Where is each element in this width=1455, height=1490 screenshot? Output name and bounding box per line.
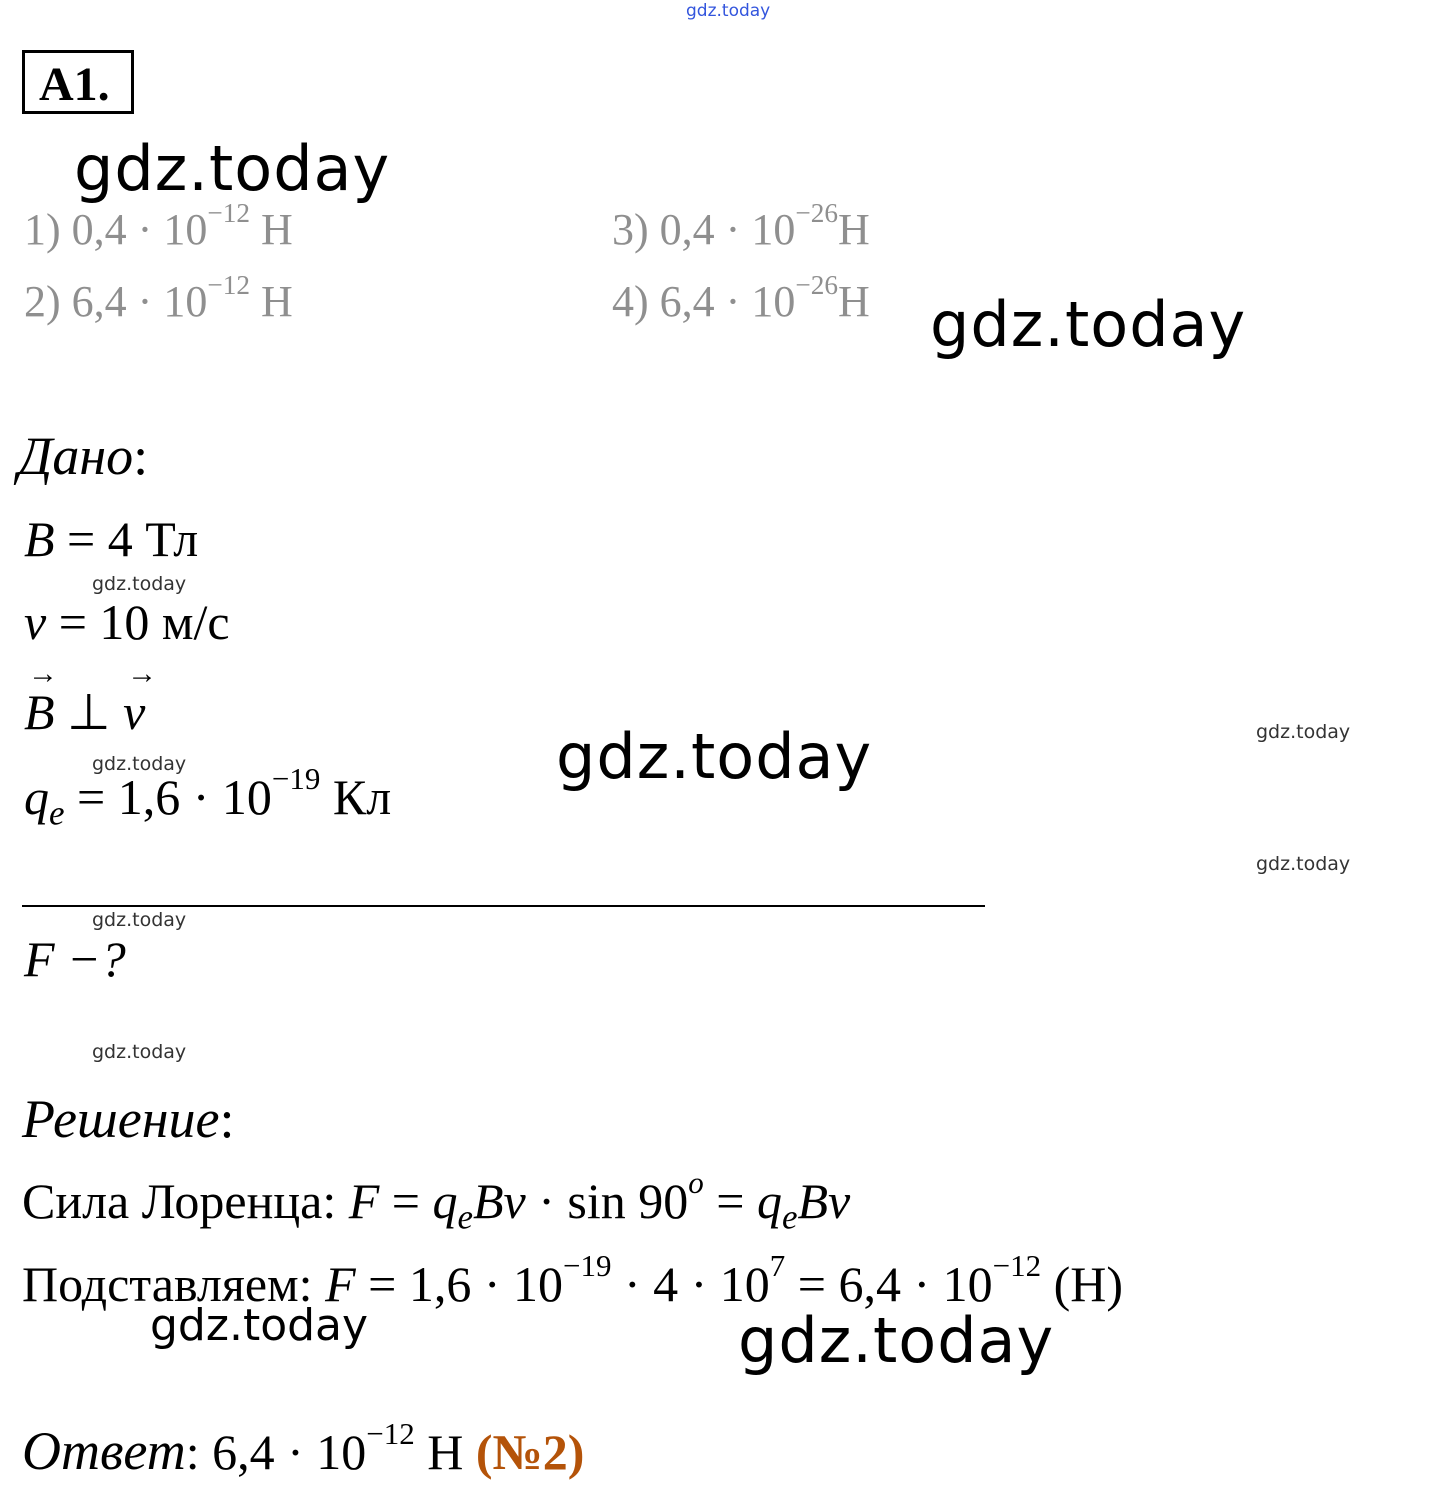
divider-line bbox=[22, 905, 985, 907]
find-F: F −? bbox=[24, 931, 126, 987]
given-q: $q_e = 1,6 \cdot 10^{-19}$ Кл bbox=[24, 761, 392, 833]
solution-heading: Решение: bbox=[22, 1089, 235, 1149]
watermark-top: gdz.today bbox=[686, 1, 771, 21]
answer-line: Ответ: $6,4 \cdot 10^{-12}$ Н (№2) bbox=[22, 1416, 585, 1481]
given-perp: → B ⊥ → v bbox=[24, 683, 145, 741]
task-label: A1. bbox=[22, 50, 134, 114]
watermark-5: gdz.today bbox=[1256, 721, 1351, 743]
answer-label: Ответ bbox=[22, 1421, 186, 1481]
answer-choice: (№2) bbox=[475, 1424, 585, 1480]
watermark-10: gdz.today bbox=[150, 1300, 369, 1351]
watermark-6: gdz.today bbox=[92, 753, 187, 775]
option-1: 1) $0,4 \cdot 10^{-12}$ Н bbox=[24, 198, 293, 254]
option-2: 2) $6,4 \cdot 10^{-12}$ Н bbox=[24, 270, 293, 326]
given-heading: Дано: bbox=[18, 426, 149, 486]
option-3: 3) $0,4 \cdot 10^{-26}Н$ bbox=[612, 198, 870, 254]
given-v: v = 10 м/с bbox=[24, 594, 230, 650]
solution-line-substitute: Подставляем: $F = 1,6 \cdot 10^{-19} \cdot 4 \cdot 10^7 = 6,4 \cdot 10^{-12}$ (Н) bbox=[22, 1248, 1124, 1312]
watermark-3: gdz.today bbox=[92, 573, 187, 595]
option-4: 4) $6,4 \cdot 10^{-26}Н$ bbox=[612, 270, 870, 326]
watermark-9: gdz.today bbox=[92, 1041, 187, 1063]
watermark-2: gdz.today bbox=[930, 288, 1247, 361]
solution-line-lorentz: Сила Лоренца: $F = q_eBv \cdot \sin 90^o = q_eBv$ bbox=[22, 1165, 851, 1237]
watermark-7: gdz.today bbox=[1256, 853, 1351, 875]
watermark-1: gdz.today bbox=[74, 132, 391, 205]
given-B: B = 4 Тл bbox=[24, 511, 199, 567]
watermark-4: gdz.today bbox=[556, 720, 873, 793]
watermark-8: gdz.today bbox=[92, 909, 187, 931]
watermark-11: gdz.today bbox=[738, 1304, 1055, 1377]
